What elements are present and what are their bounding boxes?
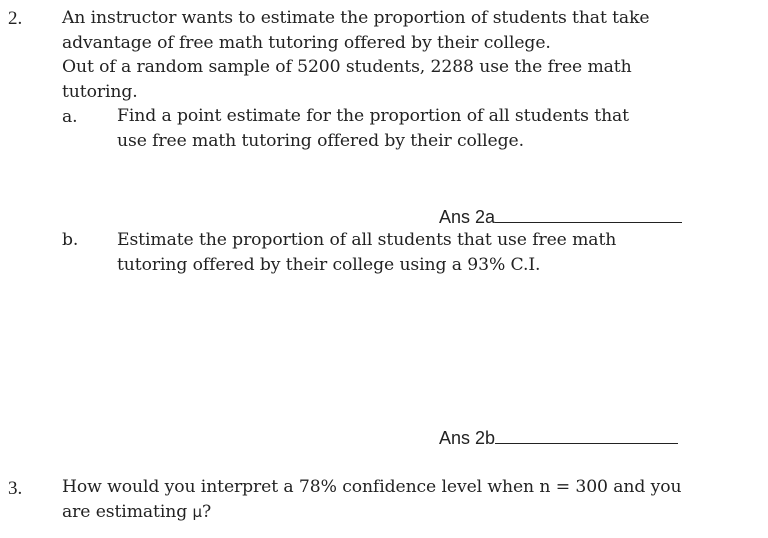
question-3-line-2-text: are estimating bbox=[62, 501, 193, 522]
question-3-mark: ? bbox=[201, 501, 212, 522]
question-3-number: 3. bbox=[8, 478, 23, 499]
question-2-line-1: An instructor wants to estimate the proportion of students that take bbox=[62, 8, 650, 28]
mu-symbol: μ bbox=[192, 502, 202, 521]
question-2-text bbox=[62, 6, 649, 104]
answer-2a-blank[interactable] bbox=[495, 204, 682, 223]
answer-2b-blank[interactable] bbox=[495, 425, 678, 444]
part-b-label: b. bbox=[62, 230, 79, 250]
part-a-label: a. bbox=[62, 107, 78, 127]
answer-2b-label: Ans 2b bbox=[439, 428, 496, 448]
part-b-line-2: tutoring offered by their college using a 93% C.I. bbox=[117, 254, 541, 275]
part-b-text bbox=[117, 228, 616, 277]
answer-2a bbox=[439, 204, 682, 228]
part-a-line-2: use free math tutoring offered by their college. bbox=[117, 130, 524, 151]
part-a-line-1: Find a point estimate for the proportion of all students that bbox=[117, 106, 629, 126]
question-3-line-1: How would you interpret a 78% confidence level when n = 300 and you bbox=[62, 477, 682, 497]
question-3-text bbox=[62, 475, 681, 524]
part-b-line-1: Estimate the proportion of all students that use free math bbox=[117, 230, 617, 250]
question-3-line-2 bbox=[62, 500, 681, 525]
question-2-line-4: tutoring. bbox=[62, 81, 138, 102]
answer-2a-label: Ans 2a bbox=[439, 207, 496, 227]
question-2-line-2: advantage of free math tutoring offered by their college. bbox=[62, 32, 551, 53]
answer-2b bbox=[439, 425, 678, 449]
question-2-line-3: Out of a random sample of 5200 students, 2288 use the free math bbox=[62, 57, 632, 77]
question-2-number: 2. bbox=[8, 8, 23, 29]
part-a-text bbox=[117, 104, 629, 153]
